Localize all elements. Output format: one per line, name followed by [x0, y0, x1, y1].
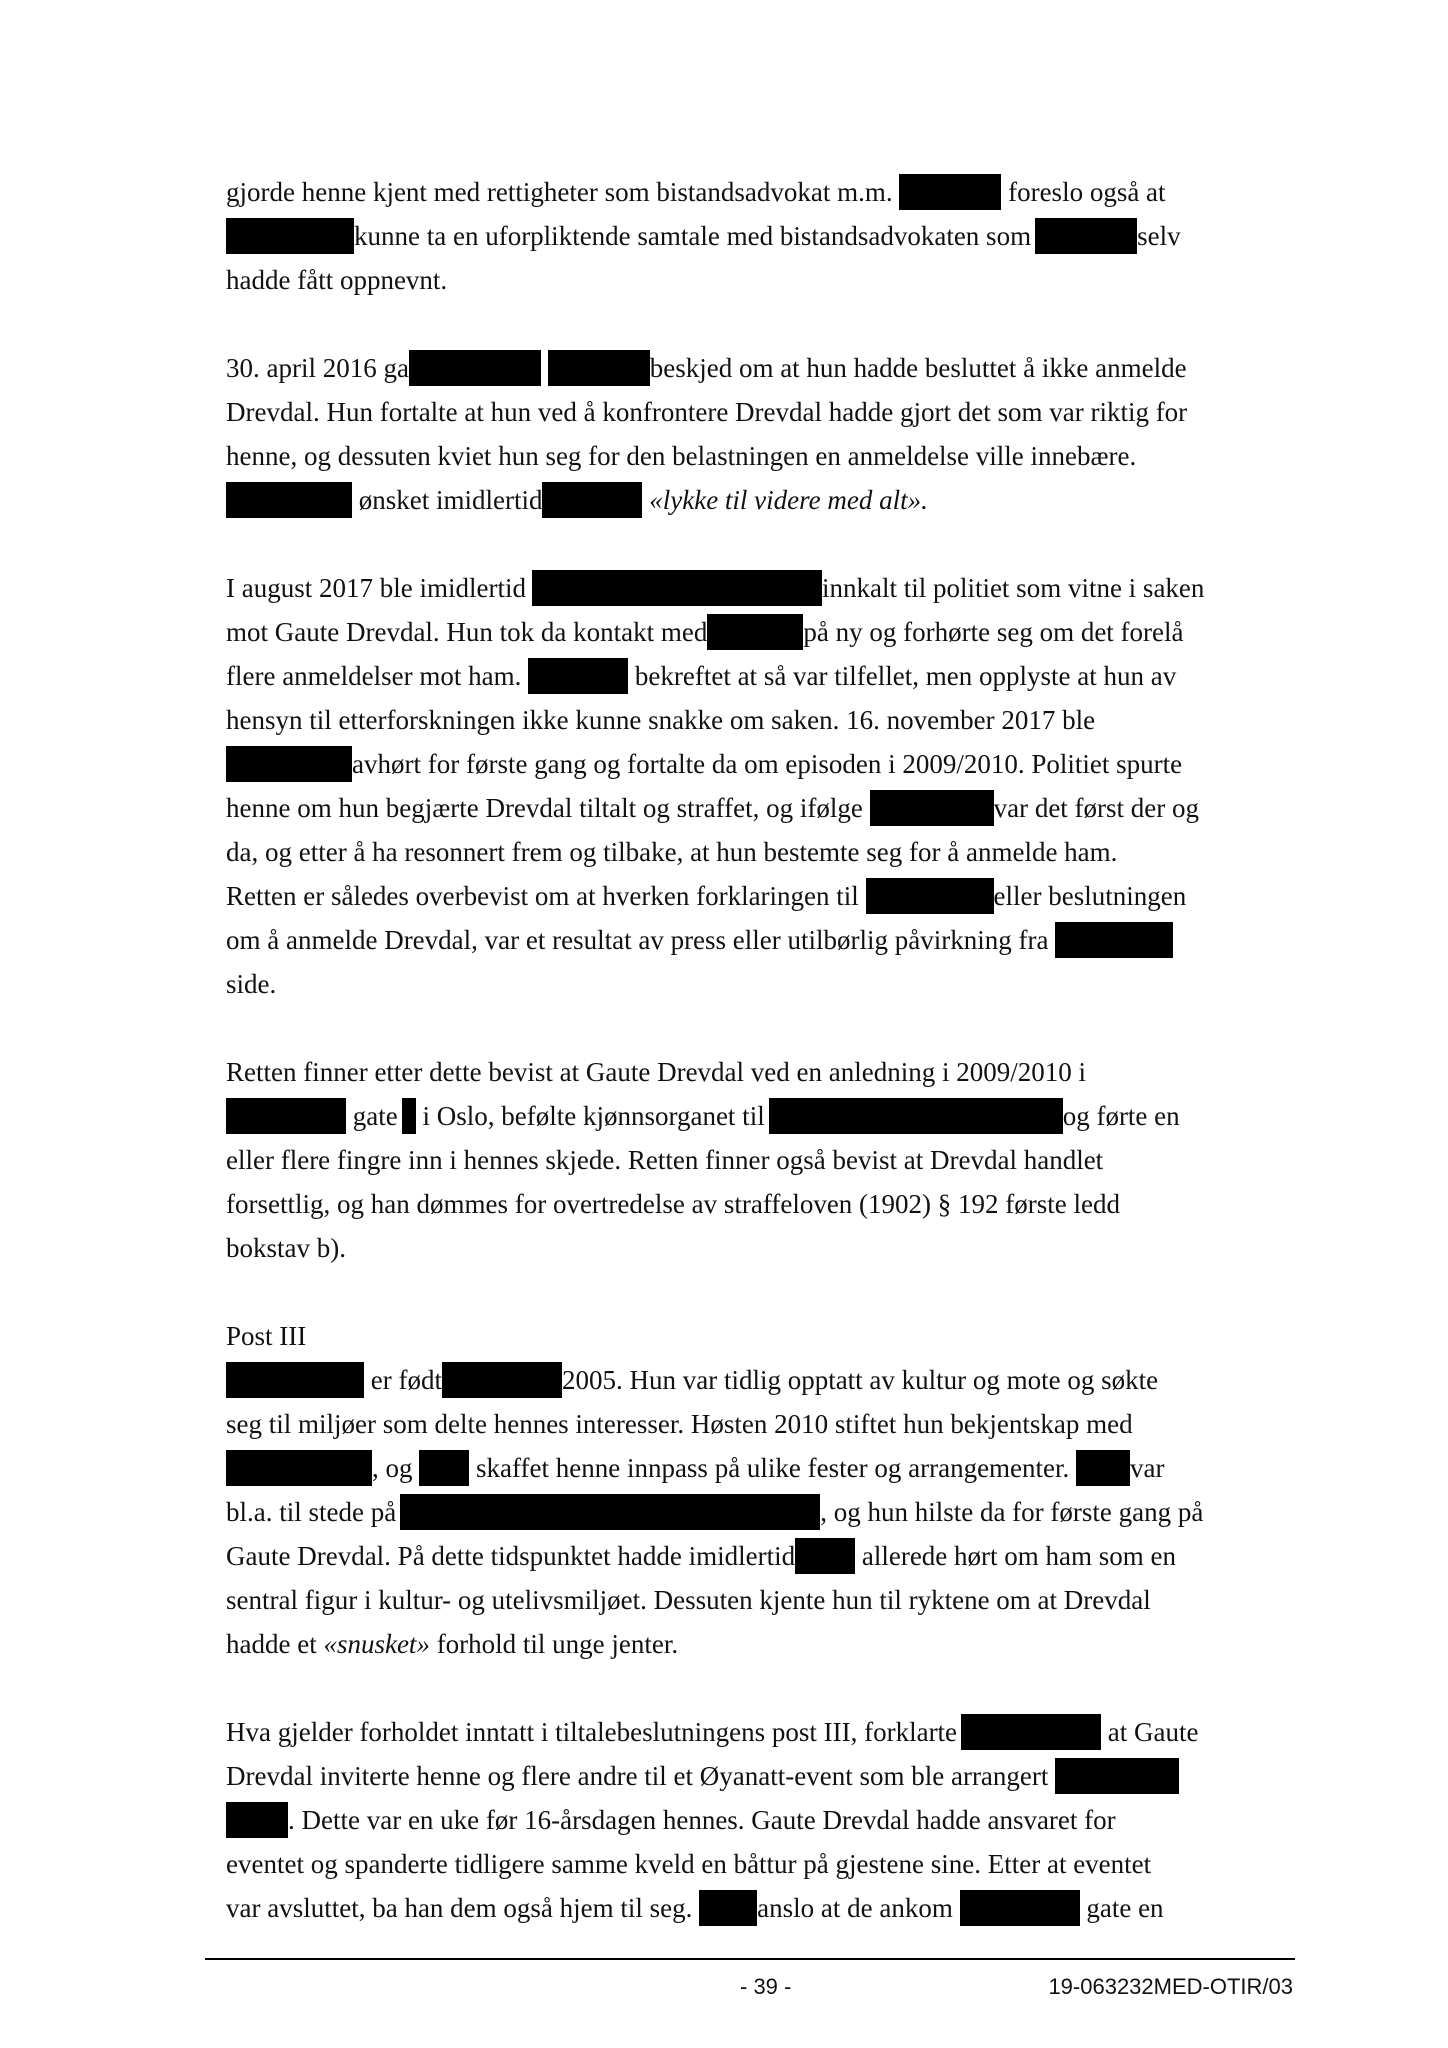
text-run: om å anmelde Drevdal, var et resultat av press eller utilbørlig påvirkning fra — [226, 925, 1049, 955]
text-run: side. — [226, 969, 277, 999]
text-run: ønsket imidlertid — [358, 485, 543, 515]
text-run: skaffet henne innpass på ulike fester og arrangementer. — [476, 1453, 1070, 1483]
text-run: hadde et — [226, 1629, 324, 1659]
text-run: gate — [352, 1101, 398, 1131]
redaction-block — [226, 746, 352, 782]
text-run: beskjed om at hun hadde besluttet å ikke anmelde — [649, 353, 1187, 383]
redaction-block — [707, 614, 803, 650]
text-run: bokstav b). — [226, 1233, 346, 1263]
text-line — [226, 830, 1286, 874]
text-line — [226, 1842, 1286, 1886]
text-run: Post III — [226, 1321, 307, 1351]
redaction-block — [419, 1450, 469, 1486]
redaction-block — [548, 350, 650, 386]
text-run: selv — [1137, 221, 1181, 251]
text-run: . Dette var en uke før 16-årsdagen hennes. Gaute Drevdal hadde ansvaret for — [288, 1805, 1116, 1835]
text-line — [226, 1798, 1286, 1842]
text-run: i Oslo, befølte kjønnsorganet til — [422, 1101, 765, 1131]
redaction-block — [960, 1890, 1080, 1926]
text-run: var avsluttet, ba han dem også hjem til seg. — [226, 1893, 693, 1923]
text-run: var — [1130, 1453, 1165, 1483]
document-body — [226, 170, 1286, 1974]
text-line — [226, 918, 1286, 962]
text-run: er født — [370, 1365, 442, 1395]
redaction-block — [226, 1450, 372, 1486]
text-line — [226, 1578, 1286, 1622]
text-line — [226, 1182, 1286, 1226]
text-run: henne om hun begjærte Drevdal tiltalt og straffet, og ifølge — [226, 793, 863, 823]
text-line — [226, 786, 1286, 830]
text-line — [226, 1754, 1286, 1798]
text-line — [226, 962, 1286, 1006]
text-line — [226, 170, 1286, 214]
text-line — [226, 610, 1286, 654]
text-line — [226, 1710, 1286, 1754]
redaction-block — [769, 1098, 1063, 1134]
redaction-block — [409, 350, 541, 386]
text-run: forhold til unge jenter. — [429, 1629, 679, 1659]
redaction-block — [699, 1890, 757, 1926]
redaction-block — [542, 482, 642, 518]
text-run: anslo at de ankom — [757, 1893, 953, 1923]
text-line — [226, 1094, 1286, 1138]
text-line — [226, 390, 1286, 434]
paragraph — [226, 566, 1286, 1006]
case-number: 19-063232MED-OTIR/03 — [1048, 1974, 1293, 1999]
redaction-block — [866, 878, 994, 914]
text-line — [226, 742, 1286, 786]
text-run: 30. april 2016 ga — [226, 353, 409, 383]
text-line — [226, 214, 1286, 258]
text-line — [226, 1490, 1286, 1534]
redaction-block — [795, 1538, 855, 1574]
text-run: , og hun hilste da for første gang på — [820, 1497, 1204, 1527]
text-run: «lykke til videre med alt». — [649, 485, 928, 515]
redaction-block — [400, 1494, 820, 1530]
text-run: eller flere fingre inn i hennes skjede. Retten finner også bevist at Drevdal handlet — [226, 1145, 1104, 1175]
text-run: bekreftet at så var tilfellet, men opplyste at hun av — [634, 661, 1177, 691]
text-line — [226, 1138, 1286, 1182]
paragraph — [226, 346, 1286, 522]
text-run: Hva gjelder forholdet inntatt i tiltalebeslutningens post III, forklarte — [226, 1717, 958, 1747]
text-run: «snusket» — [323, 1629, 430, 1659]
text-run: eller beslutningen — [993, 881, 1187, 911]
text-line — [226, 1358, 1286, 1402]
text-run: Drevdal inviterte henne og flere andre til et Øyanatt-event som ble arrangert — [226, 1761, 1049, 1791]
redaction-block — [870, 790, 994, 826]
text-run: foreslo også at — [1008, 177, 1166, 207]
page-number: - 39 - — [740, 1974, 792, 1999]
text-run: eventet og spanderte tidligere samme kveld en båttur på gjestene sine. Etter at eventet — [226, 1849, 1152, 1879]
redaction-block — [226, 1802, 288, 1838]
text-run: henne, og dessuten kviet hun seg for den belastningen en anmeldelse ville innebære. — [226, 441, 1137, 471]
text-line — [226, 1050, 1286, 1094]
paragraph — [226, 1050, 1286, 1270]
redaction-block — [532, 570, 822, 606]
redaction-block — [226, 482, 352, 518]
section-heading — [226, 1314, 1286, 1358]
redaction-block — [1076, 1450, 1130, 1486]
text-run: gjorde henne kjent med rettigheter som bistandsadvokat m.m. — [226, 177, 900, 207]
text-line — [226, 1226, 1286, 1270]
redaction-block — [961, 1714, 1101, 1750]
text-run: gate en — [1086, 1893, 1164, 1923]
text-run: hadde fått oppnevnt. — [226, 265, 448, 295]
paragraph — [226, 1710, 1286, 1930]
text-run: seg til miljøer som delte hennes interesser. Høsten 2010 stiftet hun bekjentskap med — [226, 1409, 1133, 1439]
text-run: kunne ta en uforpliktende samtale med bistandsadvokaten som — [354, 221, 1032, 251]
text-line — [226, 1622, 1286, 1666]
text-line — [226, 1886, 1286, 1930]
text-run: I august 2017 ble imidlertid — [226, 573, 526, 603]
text-line — [226, 1402, 1286, 1446]
text-run: , og — [372, 1453, 413, 1483]
text-run: da, og etter å ha resonnert frem og tilbake, at hun bestemte seg for å anmelde ham. — [226, 837, 1118, 867]
text-run: hensyn til etterforskningen ikke kunne snakke om saken. 16. november 2017 ble — [226, 705, 1096, 735]
text-run: 2005. Hun var tidlig opptatt av kultur og mote og søkte — [561, 1365, 1159, 1395]
text-run: avhørt for første gang og fortalte da om episoden i 2009/2010. Politiet spurte — [352, 749, 1183, 779]
text-run: allerede hørt om ham som en — [861, 1541, 1177, 1571]
redaction-block — [1055, 922, 1173, 958]
redaction-block — [528, 658, 628, 694]
redaction-block — [899, 174, 1001, 210]
redaction-block — [226, 1362, 364, 1398]
redaction-block — [402, 1098, 416, 1134]
text-line — [226, 566, 1286, 610]
text-run: Drevdal. Hun fortalte at hun ved å konfrontere Drevdal hadde gjort det som var riktig for — [226, 397, 1188, 427]
text-line — [226, 698, 1286, 742]
text-run: på ny og forhørte seg om det forelå — [803, 617, 1184, 647]
text-run: var det først der og — [993, 793, 1200, 823]
text-run: forsettlig, og han dømmes for overtredelse av straffeloven (1902) § 192 første ledd — [226, 1189, 1120, 1219]
redaction-block — [442, 1362, 562, 1398]
text-run: mot Gaute Drevdal. Hun tok da kontakt med — [226, 617, 708, 647]
text-run: Gaute Drevdal. På dette tidspunktet hadde imidlertid — [226, 1541, 796, 1571]
text-line — [226, 478, 1286, 522]
text-line — [226, 1534, 1286, 1578]
redaction-block — [226, 218, 354, 254]
paragraph — [226, 1314, 1286, 1666]
footer-divider — [205, 1958, 1295, 1960]
text-line — [226, 434, 1286, 478]
text-line — [226, 1446, 1286, 1490]
text-run: bl.a. til stede på — [226, 1497, 397, 1527]
text-run: at Gaute — [1107, 1717, 1199, 1747]
text-line — [226, 654, 1286, 698]
paragraph — [226, 170, 1286, 302]
text-run: Retten finner etter dette bevist at Gaute Drevdal ved en anledning i 2009/2010 i — [226, 1057, 1086, 1087]
redaction-block — [1055, 1758, 1179, 1794]
text-line — [226, 346, 1286, 390]
text-run: sentral figur i kultur- og utelivsmiljøet. Dessuten kjente hun til ryktene om at Drevdal — [226, 1585, 1151, 1615]
redaction-block — [226, 1098, 346, 1134]
redaction-block — [1035, 218, 1137, 254]
text-run: og førte en — [1062, 1101, 1180, 1131]
text-line — [226, 258, 1286, 302]
text-run: innkalt til politiet som vitne i saken — [821, 573, 1205, 603]
text-run: flere anmeldelser mot ham. — [226, 661, 522, 691]
text-line — [226, 874, 1286, 918]
text-run: Retten er således overbevist om at hverken forklaringen til — [226, 881, 859, 911]
